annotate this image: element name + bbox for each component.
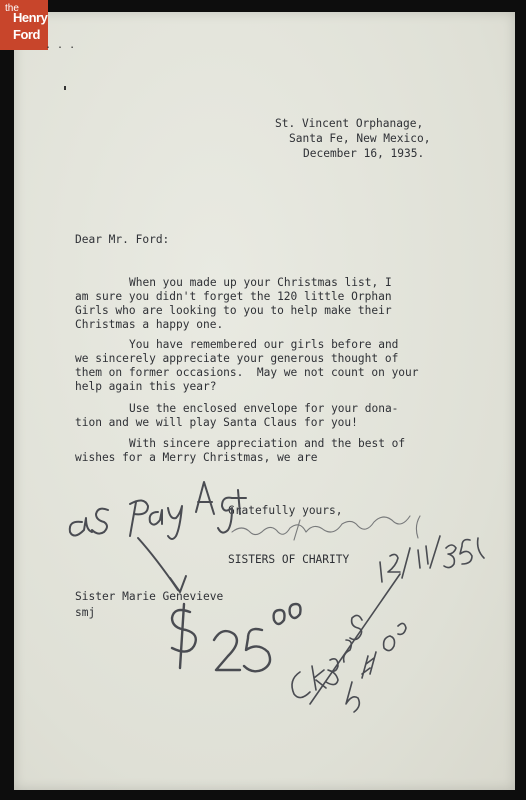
as-pay-agt-note [70, 482, 246, 539]
logo-henry: Henry [13, 10, 48, 25]
body-line: Use the enclosed envelope for your dona- [129, 402, 399, 415]
logo-ford: Ford [13, 27, 40, 42]
amount-note [172, 604, 301, 671]
body-line: wishes for a Merry Christmas, we are [75, 451, 318, 464]
body-line: When you made up your Christmas list, I [129, 276, 392, 289]
body-line: Girls who are looking to you to help make their [75, 304, 392, 317]
date-note [380, 536, 484, 582]
salutation: Dear Mr. Ford: [75, 233, 170, 246]
body-line: With sincere appreciation and the best of [129, 437, 406, 450]
arrow-mark [138, 538, 186, 592]
address-line-2: Santa Fe, New Mexico, [289, 132, 431, 145]
address-line-1: St. Vincent Orphanage, [275, 117, 424, 130]
letter-date: December 16, 1935. [303, 147, 425, 160]
logo-the: the [5, 3, 19, 14]
typist-initials: smj [75, 606, 96, 619]
body-line: we sincerely appreciate your generous thought of [75, 352, 399, 365]
body-line: Christmas a happy one. [75, 318, 224, 331]
body-line: tion and we will play Santa Claus for you! [75, 416, 358, 429]
signer-name: Sister Marie Genevieve [75, 590, 224, 603]
organization: SISTERS OF CHARITY [228, 553, 350, 566]
body-line: them on former occasions. May we not count on your [75, 366, 419, 379]
body-line: You have remembered our girls before and [129, 338, 399, 351]
closing: Gratefully yours, [228, 504, 343, 517]
body-line: am sure you didn't forget the 120 little Orphan [75, 290, 392, 303]
punch-marks: . . . [45, 40, 76, 51]
body-line: help again this year? [75, 380, 217, 393]
check-note [292, 574, 406, 712]
signature [232, 516, 420, 540]
